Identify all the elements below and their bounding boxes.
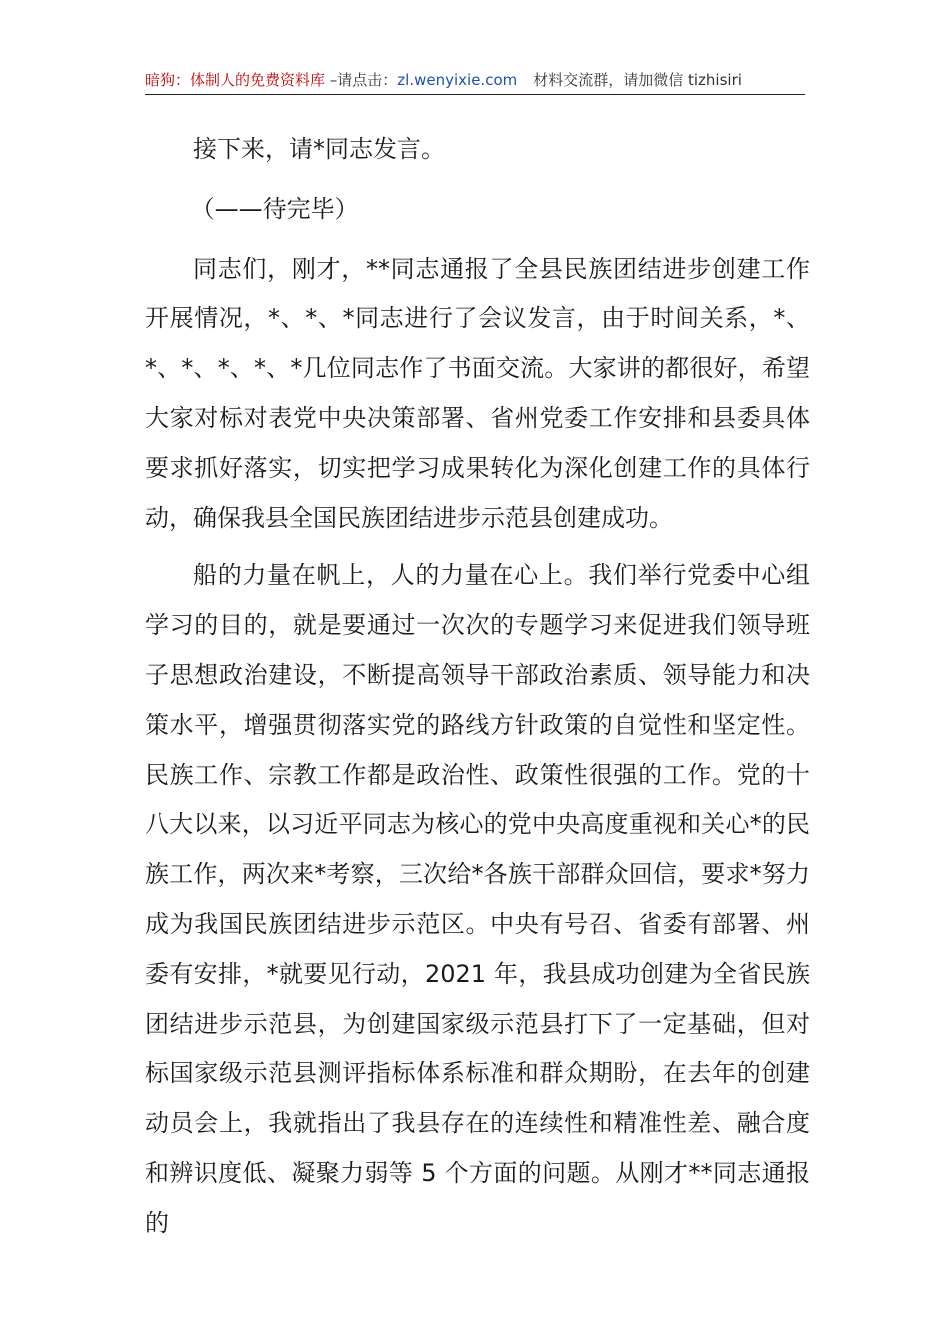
spacer bbox=[145, 235, 810, 245]
header-link[interactable]: zl.wenyixie.com bbox=[397, 71, 518, 89]
document-body bbox=[145, 125, 810, 1249]
header-prompt: –请点击： bbox=[325, 71, 398, 89]
header-group-note: 材料交流群，请加微信 tizhisiri bbox=[533, 71, 742, 89]
paragraph-intro: 接下来，请*同志发言。 bbox=[193, 135, 445, 163]
paragraph-main: 船的力量在帆上，人的力量在心上。我们举行党委中心组学习的目的，就是要通过一次次的专题学习来促进我们领导班子思想政治建设，不断提高领导干部政治素质、领导能力和决策水平，增强贯彻落实党的路线方针政策的自觉性和坚定性。民族工作、宗教工作都是政治性、政策性很强的工作。党的十八大以来，以习近平同志为核心的党中央高度重视和关心*的民族工作，两次来*考察，三次给*各族干部群众回信，要求*努力成为我国民族团结进步示范区。中央有号召、省委有部署、州委有安排，*就要见行动，2021 年，我县成功创建为全省民族团结进步示范县，为创建国家级示范县打下了一定基础，但对标国家级示范县测评指标体系标准和群众期盼，在去年的创建动员会上，我就指出了我县存在的连续性和精准性差、融合度和辨识度低、凝聚力弱等 5 个方面的问题。从刚才**同志通报的 bbox=[145, 561, 810, 1237]
header-brand: 暗狗：体制人的免费资料库 bbox=[145, 71, 326, 89]
paragraph-summary: 同志们，刚才，**同志通报了全县民族团结进步创建工作开展情况，*、*、*同志进行了会议发言，由于时间关系，*、*、*、*、*、*几位同志作了书面交流。大家讲的都很好，希望大家对标对表党中央决策部署、省州党委工作安排和县委具体要求抓好落实，切实把学习成果转化为深化创建工作的具体行动，确保我县全国民族团结进步示范县创建成功。 bbox=[145, 254, 810, 532]
paragraph-pending: （——待完毕） bbox=[190, 194, 359, 223]
spacer bbox=[145, 543, 810, 551]
page-header bbox=[145, 68, 805, 95]
spacer bbox=[145, 175, 810, 185]
